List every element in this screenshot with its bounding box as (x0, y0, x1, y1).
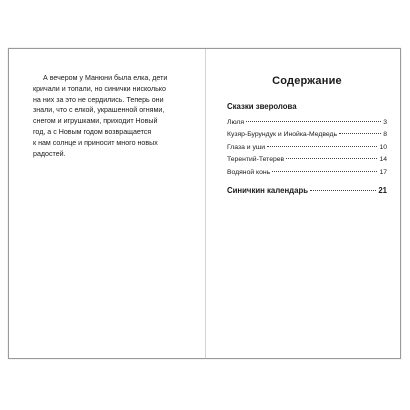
toc-entry (227, 167, 387, 179)
right-page (227, 75, 387, 197)
toc-entry (227, 154, 387, 166)
toc-main-entry-page: 21 (378, 186, 387, 196)
toc-entry-title: Кузяр-Бурундук и Инойка-Медведь (227, 131, 337, 139)
toc-entry-title: Терентий-Тетерев (227, 156, 285, 164)
toc-entry-title: Глаза и уши (227, 143, 266, 151)
toc-entry-title: Люля (227, 119, 245, 126)
dot-leader (339, 133, 381, 134)
toc-entry (227, 129, 387, 141)
dot-leader (272, 171, 377, 172)
toc-entry-page: 3 (383, 119, 387, 126)
toc-main-entry-title: Синичкин календарь (227, 186, 308, 196)
toc-entry (227, 142, 387, 154)
book-spread (8, 48, 401, 359)
left-page (33, 73, 197, 159)
toc-entry-page: 10 (379, 143, 387, 151)
toc-list (227, 117, 387, 197)
toc-entry-page: 8 (383, 131, 387, 139)
dot-leader (310, 190, 376, 191)
toc-entry-page: 17 (379, 168, 387, 176)
dot-leader (267, 146, 377, 147)
contents-title: Содержание (272, 75, 342, 87)
toc-entry-page: 14 (379, 156, 387, 164)
toc-entry-title: Водяной конь (227, 168, 271, 176)
story-paragraph: А вечером у Манюни была елка, дети кричали и топали, но синички нисколько на них за это не сердились. Теперь они знали, что с елкой, украшенной огнями, снегом и игрушками, приходит Новый год, а с Новым годом возвращается к нам солнце и приносит много новых радостей. (33, 74, 168, 158)
toc-main-entry (227, 185, 387, 197)
dot-leader (246, 121, 381, 122)
toc-section-title: Сказки зверолова (227, 102, 297, 111)
book-fold-line (205, 49, 206, 358)
dot-leader (286, 158, 377, 159)
toc-entry (227, 117, 387, 129)
